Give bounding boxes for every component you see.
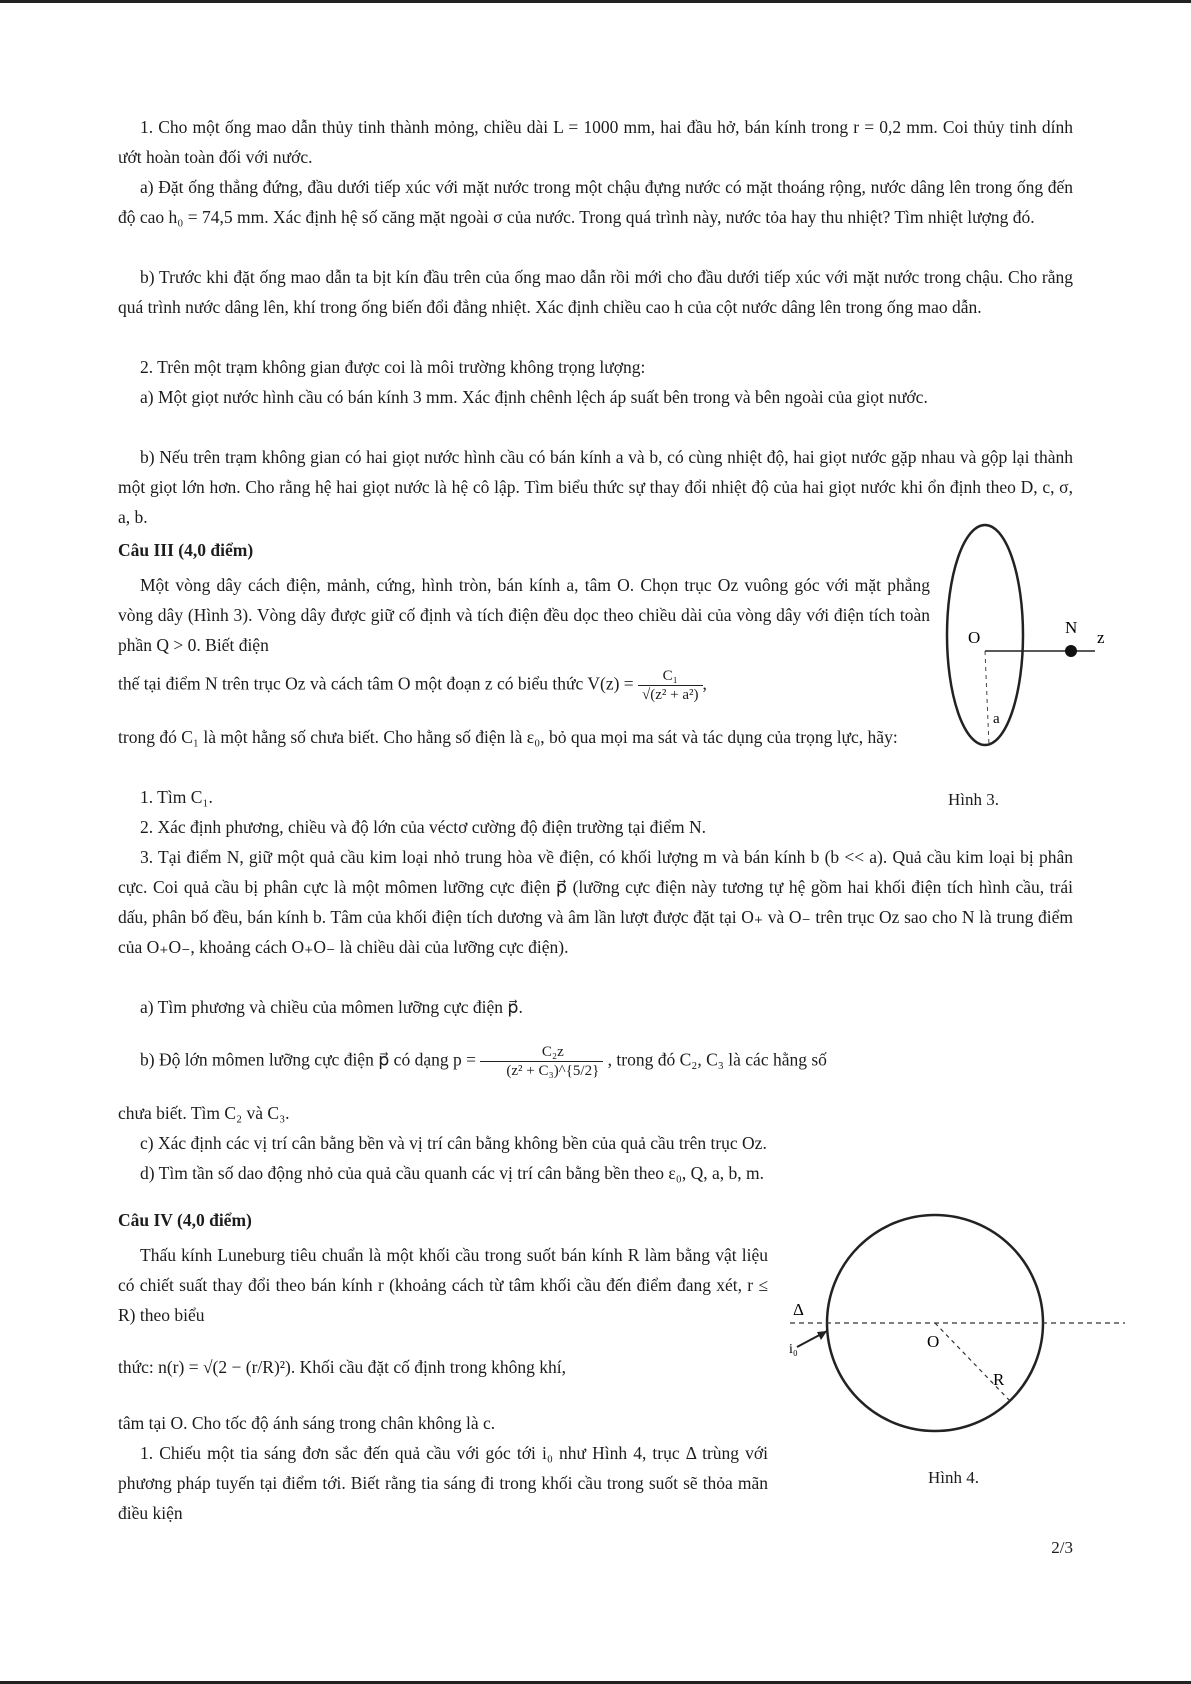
question-3-intro: Một vòng dây cách điện, mảnh, cứng, hình tròn, bán kính a, tâm O. Chọn trục Oz vuông góc với mặt phẳng vòng dây (Hình 3). Vòng dây được giữ cố định và tích điện đều dọc theo chiều dài của vòng dây với điện tích toàn phần Q > 0. Biết điện [118, 575, 930, 655]
label-r: R [993, 1370, 1005, 1389]
label-a: a [993, 711, 1000, 727]
problem-1b: b) Trước khi đặt ống mao dẫn ta bịt kín đầu trên của ống mao dẫn rồi mới cho đầu dưới tiếp xúc với mặt nước trong chậu. Cho rằng quá trình nước dâng lên, khí trong ống biến đổi đẳng nhiệt. Xác định chiều cao h của cột nước dâng lên trong ống mao dẫn. [118, 267, 1073, 317]
figure-3-ring [935, 515, 1135, 815]
potential-fraction [638, 667, 703, 704]
label-i0: i₀ [789, 1342, 798, 1357]
problem-2a: a) Một giọt nước hình cầu có bán kính 3 mm. Xác định chênh lệch áp suất bên trong và bên ngoài của giọt nước. [140, 387, 928, 407]
point-n-dot [1065, 645, 1077, 657]
question-3-item-1: 1. Tìm C₁. [140, 787, 213, 807]
figure-4-sphere [785, 1205, 1125, 1455]
question-3-item-3a: a) Tìm phương và chiều của mômen lưỡng cực điện p⃗. [140, 997, 523, 1017]
potential-text: thế tại điểm N trên trục Oz và cách tâm O một đoạn z có biểu thức V(z) = [118, 673, 634, 694]
top-border [0, 0, 1191, 3]
label-delta: Δ [793, 1300, 804, 1319]
dipole-denominator: (z² + C₃)^{5/2} [506, 1063, 600, 1079]
dipole-fraction [480, 1043, 603, 1080]
question-4-title: Câu IV (4,0 điểm) [118, 1210, 252, 1230]
question-3-potential: thế tại điểm N trên trục Oz và cách tâm O một đoạn z có biểu thức V(z) = $\frac{\text{C₁}}{\text{√(z² + a²)}}$ , [118, 668, 707, 703]
radius-line [985, 651, 989, 745]
question-3-title: Câu III (4,0 điểm) [118, 540, 254, 560]
question-3-item-3b-end: chưa biết. Tìm C₂ và C₃. [118, 1103, 290, 1123]
question-3-item-2: 2. Xác định phương, chiều và độ lớn của véctơ cường độ điện trường tại điểm N. [140, 817, 707, 837]
question-3-item-3c: c) Xác định các vị trí cân bằng bền và vị trí cân bằng không bền của quả cầu trên trục Oz. [140, 1133, 767, 1153]
problem-1a: a) Đặt ống thẳng đứng, đầu dưới tiếp xúc với mặt nước trong một chậu đựng nước có mặt thoáng rộng, nước dâng lên trong ống đến độ cao h₀ = 74,5 mm. Xác định hệ số căng mặt ngoài σ của nước. Trong quá trình này, nước tỏa hay thu nhiệt? Tìm nhiệt lượng đó. [118, 177, 1073, 227]
question-4-center: tâm tại O. Cho tốc độ ánh sáng trong chân không là c. [118, 1413, 496, 1433]
question-3-item-3b [118, 1043, 1073, 1080]
question-4-intro: Thấu kính Luneburg tiêu chuẩn là một khối cầu trong suốt bán kính R làm bằng vật liệu có chiết suất thay đổi theo bán kính r (khoảng cách từ tâm khối cầu đến điểm đang xét, r ≤ R) theo biểu [118, 1245, 768, 1325]
figure-3-caption: Hình 3. [948, 790, 999, 809]
question-3-constants: trong đó C₁ là một hằng số chưa biết. Cho hằng số điện là ε₀, bỏ qua mọi ma sát và tác dụng của trọng lực, hãy: [118, 727, 898, 747]
dipole-numerator: C₂z [480, 1043, 603, 1062]
radius-r-line [935, 1323, 1010, 1401]
figure-4-caption: Hình 4. [928, 1468, 979, 1487]
potential-denominator: √(z² + a²) [642, 687, 699, 703]
problem-1-intro: 1. Cho một ống mao dẫn thủy tinh thành mỏng, chiều dài L = 1000 mm, hai đầu hở, bán kính trong r = 0,2 mm. Coi thủy tinh dính ướt hoàn toàn đối với nước. [118, 117, 1073, 167]
label-z: z [1097, 628, 1105, 647]
ring-ellipse [947, 525, 1023, 745]
page-number: 2/3 [1051, 1538, 1073, 1557]
label-o: O [968, 628, 981, 647]
question-3-item-3d: d) Tìm tần số dao động nhỏ của quả cầu quanh các vị trí cân bằng bền theo ε₀, Q, a, b, m. [140, 1163, 764, 1183]
question-4-item-1: 1. Chiếu một tia sáng đơn sắc đến quả cầu với góc tới i₀ như Hình 4, trục Δ trùng với phương pháp tuyến tại điểm tới. Biết rằng tia sáng đi trong khối cầu trong suốt sẽ thỏa mãn điều kiện [118, 1443, 768, 1523]
problem-2-intro: 2. Trên một trạm không gian được coi là môi trường không trọng lượng: [140, 357, 646, 377]
problem-2b: b) Nếu trên trạm không gian có hai giọt nước hình cầu có bán kính a và b, có cùng nhiệt độ, hai giọt nước gặp nhau và gộp lại thành một giọt lớn hơn. Cho rằng hệ hai giọt nước là hệ cô lập. Tìm biểu thức sự thay đổi nhiệt độ của hai giọt nước khi ổn định theo D, c, σ, a, b. [118, 447, 1073, 527]
label-o4: O [927, 1332, 940, 1351]
question-4-formula: thức: n(r) = √(2 − (r/R)²). Khối cầu đặt cố định trong không khí, [118, 1357, 566, 1377]
question-3-item-3: 3. Tại điểm N, giữ một quả cầu kim loại nhỏ trung hòa về điện, có khối lượng m và bán kính b (b << a). Quả cầu kim loại bị phân cực. Coi quả cầu bị phân cực là một mômen lưỡng cực điện p⃗ (lưỡng cực điện này tương tự hệ gồm hai khối điện tích hình cầu, trái dấu, phân bố đều, bán kính b. Tâm của khối điện tích dương và âm lần lượt được đặt tại O₊ và O₋ trên trục Oz sao cho N là trung điểm của O₊O₋, khoảng cách O₊O₋ là chiều dài của lưỡng cực điện). [118, 847, 1073, 957]
dipole-text-end: , trong đó C₂, C₃ là các hằng số [607, 1049, 827, 1070]
potential-numerator: C₁ [638, 667, 703, 686]
dipole-text: b) Độ lớn mômen lưỡng cực điện p⃗ có dạng p = [140, 1049, 476, 1070]
label-n: N [1065, 618, 1078, 637]
